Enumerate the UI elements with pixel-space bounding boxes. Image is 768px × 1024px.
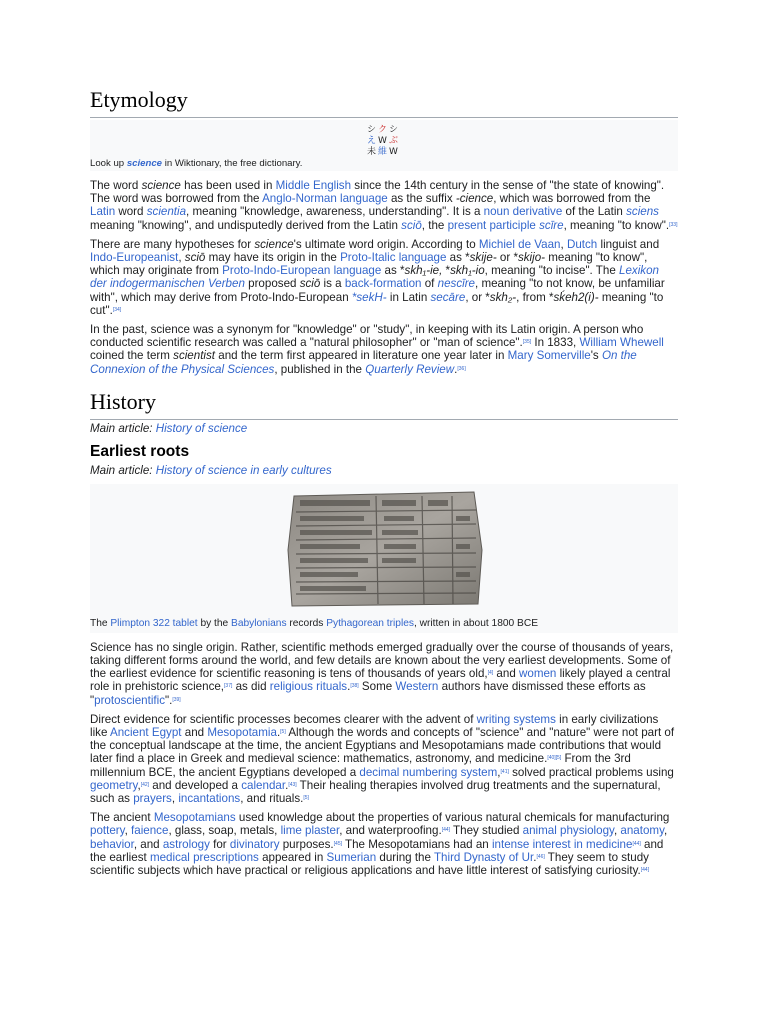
proto-italic-link[interactable]: Proto-Italic language — [340, 251, 447, 265]
svg-text:W: W — [389, 147, 398, 157]
svg-text:シ: シ — [389, 125, 399, 135]
wiktionary-suffix: in Wiktionary, the free dictionary. — [162, 158, 303, 169]
decimal-numbering-link[interactable]: decimal numbering system — [359, 765, 498, 779]
geometry-link[interactable]: geometry — [90, 778, 138, 792]
wiktionary-term-link[interactable]: science — [126, 158, 163, 169]
intense-interest-link[interactable]: intense interest in medicine — [491, 837, 633, 851]
latin-link[interactable]: Latin — [90, 205, 116, 219]
scientia-link[interactable]: scientia — [146, 205, 187, 219]
wiktionary-caption — [90, 158, 678, 170]
sekh-link[interactable]: *sekH- — [351, 290, 387, 304]
svg-text:シ: シ — [367, 125, 377, 135]
noun-derivative-link[interactable]: noun derivative — [483, 205, 563, 219]
women-link[interactable]: women — [519, 667, 557, 681]
citation-5[interactable]: [5] — [280, 729, 286, 736]
citation-33[interactable]: [33] — [669, 221, 678, 228]
anglo-norman-link[interactable]: Anglo-Norman language — [262, 192, 388, 206]
indo-europeanist-link[interactable]: Indo-Europeanist — [90, 251, 179, 265]
liv-link[interactable]: Lexikon der indogermanischen Verben — [90, 264, 659, 291]
ancient-egypt-link[interactable]: Ancient Egypt — [109, 726, 182, 740]
svg-text:え: え — [367, 136, 377, 146]
protoscientific-link[interactable]: protoscientific — [94, 693, 166, 707]
svg-text:ク: ク — [378, 125, 388, 135]
dutch-link[interactable]: Dutch — [566, 237, 598, 251]
religious-rituals-link[interactable]: religious rituals — [269, 680, 348, 694]
lime-plaster-link[interactable]: lime plaster — [280, 824, 340, 838]
citation-39[interactable]: [39] — [172, 696, 181, 703]
earliest-roots-hatnote: Main article: History of science in early cultures — [90, 463, 332, 477]
etymology-paragraph-3: In the past, science was a synonym for "knowledge" or "study", in keeping with its Latin origin. A person who conducted scientific research was called a "natural philosopher" or "man of science".[35] In 1833, William Whewell coined the term scientist and the term first appeared in literature one year later in Mary Somerville's On the Connexion of the Physical Sciences, published in the Quarterly Review.[36] — [90, 323, 664, 376]
sciens-link[interactable]: sciens — [626, 205, 659, 219]
plimpton-figure — [90, 484, 678, 633]
babylonians-link[interactable]: Babylonians — [231, 617, 287, 629]
anatomy-link[interactable]: anatomy — [620, 824, 665, 838]
etymology-paragraph-2: There are many hypotheses for science's ultimate word origin. According to Michiel de Vaan, Dutch linguist and Indo-Europeanist, sciō may have its origin in the Proto-Italic language as *skije- or *skijo- meaning "to know", which may originate from Proto-Indo-European language as *skh₁-ie, *skh₁-io, meaning "to incise". The Lexikon der indogermanischen Verben proposed sciō is a back-formation of nescīre, meaning "to not know, be unfamiliar with", which may derive from Proto-Indo-European *sekH- in Latin secāre, or *skh₂-, from *sḱeh2(i)- meaning "to cut".[34] — [90, 237, 665, 317]
svg-text:未: 未 — [367, 147, 377, 157]
prayers-link[interactable]: prayers — [133, 792, 172, 806]
svg-text:W: W — [378, 136, 387, 146]
present-participle-link[interactable]: present participle — [447, 218, 536, 232]
citation-41[interactable]: [41] — [500, 768, 509, 775]
citation-43[interactable]: [43] — [288, 781, 297, 788]
figure-caption: The Plimpton 322 tablet by the Babylonians records Pythagorean triples, written in about 1800 BCE — [90, 617, 538, 629]
citation-40-5[interactable]: [40][5] — [547, 755, 562, 762]
svg-text:維: 維 — [378, 147, 388, 157]
article-content — [90, 86, 678, 883]
svg-text:ぶ: ぶ — [389, 136, 399, 146]
citation-4[interactable]: [4] — [487, 670, 494, 677]
connexion-link[interactable]: On the Connexion of the Physical Sciences — [90, 349, 637, 376]
citation-44c[interactable]: [44] — [640, 867, 650, 874]
behavior-link[interactable]: behavior — [90, 837, 134, 851]
citation-44[interactable]: [44] — [441, 827, 451, 834]
citation-5b[interactable]: [5] — [303, 795, 309, 802]
secare-link[interactable]: secāre — [430, 290, 466, 304]
william-whewell-link[interactable]: William Whewell — [579, 336, 664, 350]
citation-46[interactable]: [46] — [536, 853, 545, 860]
medical-prescriptions-link[interactable]: medical prescriptions — [149, 850, 259, 864]
animal-physiology-link[interactable]: animal physiology — [522, 824, 614, 838]
citation-45[interactable]: [45] — [333, 840, 342, 847]
middle-english-link[interactable]: Middle English — [275, 179, 352, 192]
earliest-roots-heading: Earliest roots — [90, 442, 190, 460]
plimpton-tablet-image[interactable] — [286, 490, 484, 608]
citation-37[interactable]: [37] — [224, 683, 233, 690]
pie-link[interactable]: Proto-Indo-European language — [222, 264, 382, 278]
wiktionary-prefix: Look up — [90, 158, 127, 169]
scio-link[interactable]: sciō — [401, 218, 422, 232]
back-formation-link[interactable]: back-formation — [344, 277, 422, 291]
scire-link[interactable]: scīre — [539, 218, 564, 232]
calendar-link[interactable]: calendar — [241, 778, 286, 792]
mesopotamia-link[interactable]: Mesopotamia — [207, 726, 277, 740]
citation-44b[interactable]: [44] — [632, 840, 641, 847]
plimpton-link[interactable]: Plimpton 322 tablet — [110, 617, 198, 629]
writing-systems-link[interactable]: writing systems — [476, 712, 556, 726]
western-link[interactable]: Western — [395, 680, 439, 694]
early-cultures-link[interactable]: History of science in early cultures — [155, 463, 332, 477]
roots-paragraph-1: Science has no single origin. Rather, scientific methods emerged gradually over the course of thousands of years, taking different forms around the world, and few details are known about the very earliest developments. Some of the earliest evidence for scientific reasoning is tens of thousands of years old,[4] and women likely played a central role in prehistoric science,[37] as did religious rituals.[38] Some Western authors have dismissed these efforts as "protoscientific".[39] — [90, 640, 674, 707]
citation-34[interactable]: [34] — [112, 306, 122, 313]
incantations-link[interactable]: incantations — [178, 792, 241, 806]
sumerian-link[interactable]: Sumerian — [326, 850, 377, 864]
mary-somerville-link[interactable]: Mary Somerville — [507, 349, 591, 363]
third-dynasty-link[interactable]: Third Dynasty of Ur — [433, 850, 534, 864]
citation-38[interactable]: [38] — [350, 683, 359, 690]
pythagorean-triples-link[interactable]: Pythagorean triples — [326, 617, 414, 629]
etymology-paragraph-1: The word science has been used in Middle English since the 14th century in the sense of "the state of knowing". The word was borrowed from the Anglo-Norman language as the suffix -cience, which was borrowed from the Latin word scientia, meaning "knowledge, awareness, understanding". It is a noun derivative of the Latin sciens meaning "knowing", and undisputedly derived from the Latin sciō, the present participle scīre, meaning "to know".[33] — [90, 179, 678, 232]
history-of-science-link[interactable]: History of science — [155, 421, 248, 435]
pottery-link[interactable]: pottery — [90, 824, 125, 838]
astrology-link[interactable]: astrology — [162, 837, 210, 851]
wiktionary-logo-icon[interactable] — [364, 122, 404, 158]
michiel-de-vaan-link[interactable]: Michiel de Vaan — [478, 237, 561, 251]
nescire-link[interactable]: nescīre — [437, 277, 475, 291]
history-hatnote: Main article: History of science — [90, 421, 248, 435]
mesopotamians-link[interactable]: Mesopotamians — [153, 811, 236, 825]
history-heading: History — [90, 388, 678, 420]
roots-paragraph-3: The ancient Mesopotamians used knowledge about the properties of various natural chemicals for manufacturing pottery, faience, glass, soap, metals, lime plaster, and waterproofing.[44] They studied animal physiology, anatomy, behavior, and astrology for divinatory purposes.[45] The Mesopotamians had an intense interest in medicine[44] and the earliest medical prescriptions appeared in Sumerian during the Third Dynasty of Ur.[46] They seem to study scientific subjects which have practical or religious applications and have little interest of satisfying curiosity.[44] — [90, 811, 670, 878]
faience-link[interactable]: faience — [131, 824, 169, 838]
citation-36[interactable]: [36] — [457, 365, 466, 372]
divinatory-link[interactable]: divinatory — [229, 837, 280, 851]
roots-paragraph-2: Direct evidence for scientific processes becomes clearer with the advent of writing systems in early civilizations like Ancient Egypt and Mesopotamia.[5] Although the words and concepts of "science" and "nature" were not part of the conceptual landscape at the time, the ancient Egyptians and Mesopotamians made contributions that would later find a place in Greek and medieval science: mathematics, astronomy, and medicine.[40][5] From the 3rd millennium BCE, the ancient Egyptians developed a decimal numbering system,[41] solved practical problems using geometry,[42] and developed a calendar.[43] Their healing therapies involved drug treatments and the supernatural, such as prayers, incantations, and rituals.[5] — [90, 712, 675, 806]
wiktionary-box — [90, 120, 678, 171]
etymology-heading: Etymology — [90, 86, 678, 118]
citation-42[interactable]: [42] — [140, 781, 150, 788]
citation-35[interactable]: [35] — [522, 339, 532, 346]
quarterly-review-link[interactable]: Quarterly Review — [365, 362, 455, 376]
